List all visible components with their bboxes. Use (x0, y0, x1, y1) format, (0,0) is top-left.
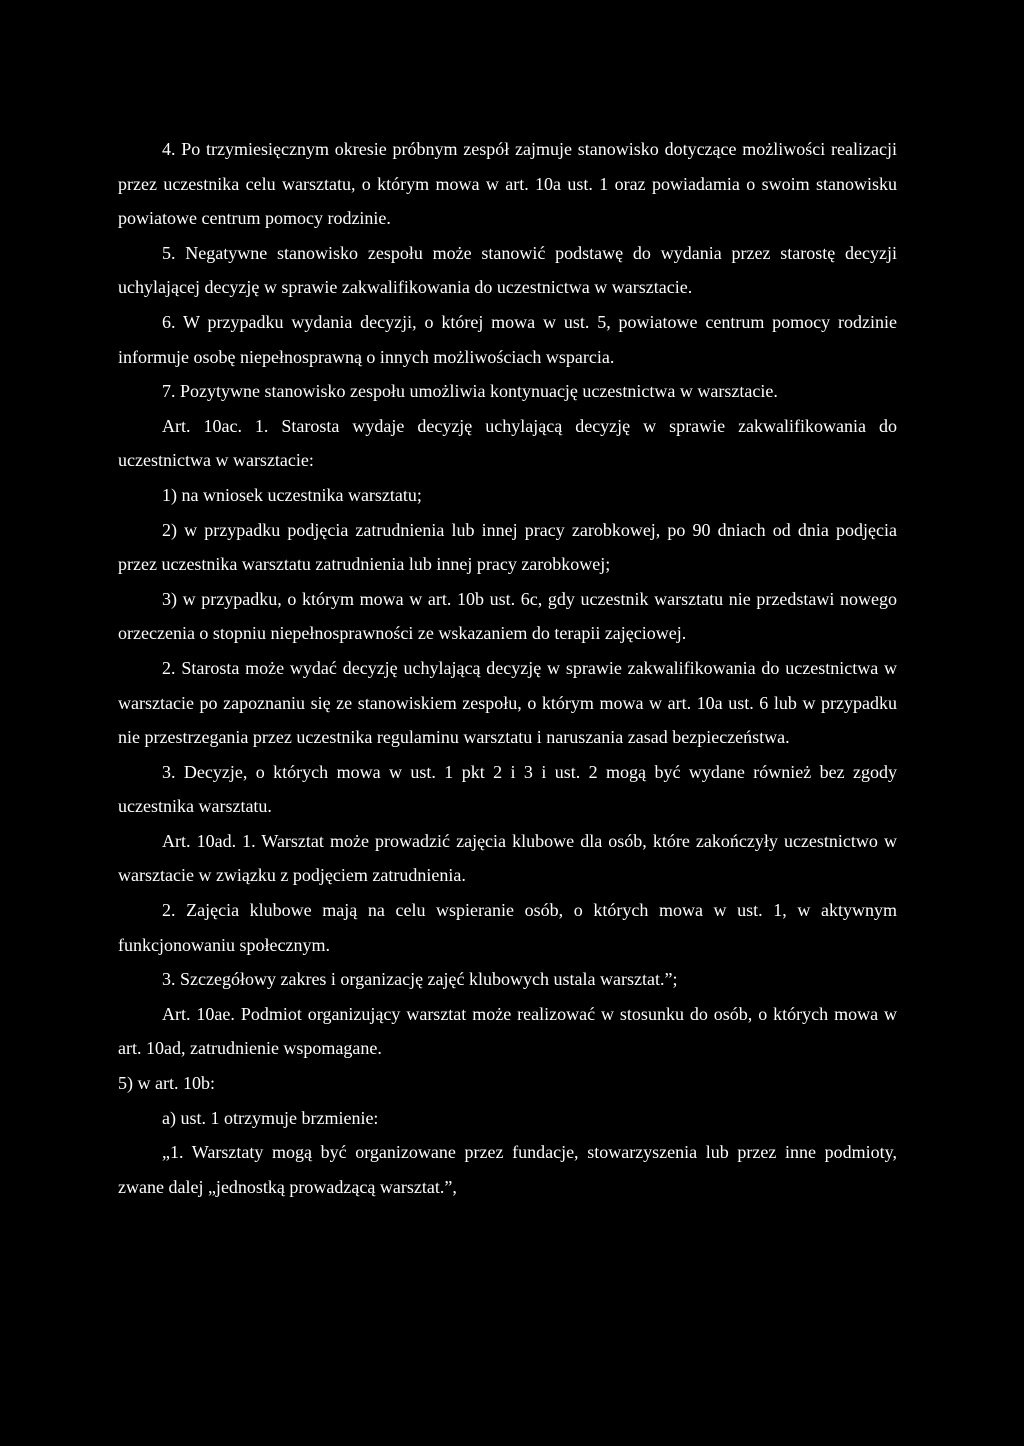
paragraph-6: 6. W przypadku wydania decyzji, o której mowa w ust. 5, powiatowe centrum pomocy rodzinie informuje osobę niepełnosprawną o innych możliwościach wsparcia. (118, 311, 897, 367)
article-10ad-ust-3: 3. Szczegółowy zakres i organizację zajęć klubowych ustala warsztat.”; (162, 969, 678, 990)
amendment-quote-ust-1: „1. Warsztaty mogą być organizowane przez fundacje, stowarzyszenia lub przez inne podmioty, zwane dalej „jednostką prowadzącą warsztat.”, (118, 1142, 897, 1197)
article-10ac-point-1: 1) na wniosek uczestnika warsztatu; (162, 484, 422, 505)
amendment-letter-a: a) ust. 1 otrzymuje brzmienie: (162, 1107, 379, 1128)
article-10ac-intro: Art. 10ac. 1. Starosta wydaje decyzję uchylającą decyzję w sprawie zakwalifikowania do uczestnictwa w warsztacie: (118, 415, 897, 471)
article-10ad-ust-2: 2. Zajęcia klubowe mają na celu wspieranie osób, o których mowa w ust. 1, w aktywnym funkcjonowaniu społecznym. (118, 900, 897, 955)
paragraph-7: 7. Pozytywne stanowisko zespołu umożliwia kontynuację uczestnictwa w warsztacie. (162, 381, 778, 402)
article-10ac-point-3: 3) w przypadku, o którym mowa w art. 10b ust. 6c, gdy uczestnik warsztatu nie przedstawi nowego orzeczenia o stopniu niepełnosprawności ze wskazaniem do terapii zajęciowej. (118, 588, 897, 644)
article-10ac-ust-3: 3. Decyzje, o których mowa w ust. 1 pkt 2 i 3 i ust. 2 mogą być wydane również bez zgody uczestnika warsztatu. (118, 761, 897, 817)
article-10ae: Art. 10ae. Podmiot organizujący warsztat może realizować w stosunku do osób, o których mowa w art. 10ad, zatrudnienie wspomagane. (118, 1003, 897, 1059)
document-page (118, 132, 897, 1204)
amendment-point-5: 5) w art. 10b: (118, 1073, 215, 1094)
article-10ac-ust-2: 2. Starosta może wydać decyzję uchylającą decyzję w sprawie zakwalifikowania do uczestnictwa w warsztacie po zapoznaniu się ze stanowiskiem zespołu, o którym mowa w art. 10a ust. 6 lub w przypadku nie przestrzegania przez uczestnika regulaminu warsztatu i naruszania zasad bezpieczeństwa. (118, 657, 897, 748)
paragraph-4: 4. Po trzymiesięcznym okresie próbnym zespół zajmuje stanowisko dotyczące możliwości realizacji przez uczestnika celu warsztatu, o którym mowa w art. 10a ust. 1 oraz powiadamia o swoim stanowisku powiatowe centrum pomocy rodzinie. (118, 139, 897, 229)
article-10ac-point-2: 2) w przypadku podjęcia zatrudnienia lub innej pracy zarobkowej, po 90 dniach od dnia podjęcia przez uczestnika warsztatu zatrudnienia lub innej pracy zarobkowej; (118, 519, 897, 575)
paragraph-5: 5. Negatywne stanowisko zespołu może stanowić podstawę do wydania przez starostę decyzji uchylającej decyzję w sprawie zakwalifikowania do uczestnictwa w warsztacie. (118, 242, 897, 298)
article-10ad-ust-1: Art. 10ad. 1. Warsztat może prowadzić zajęcia klubowe dla osób, które zakończyły uczestnictwo w warsztacie w związku z podjęciem zatrudnienia. (118, 830, 897, 886)
